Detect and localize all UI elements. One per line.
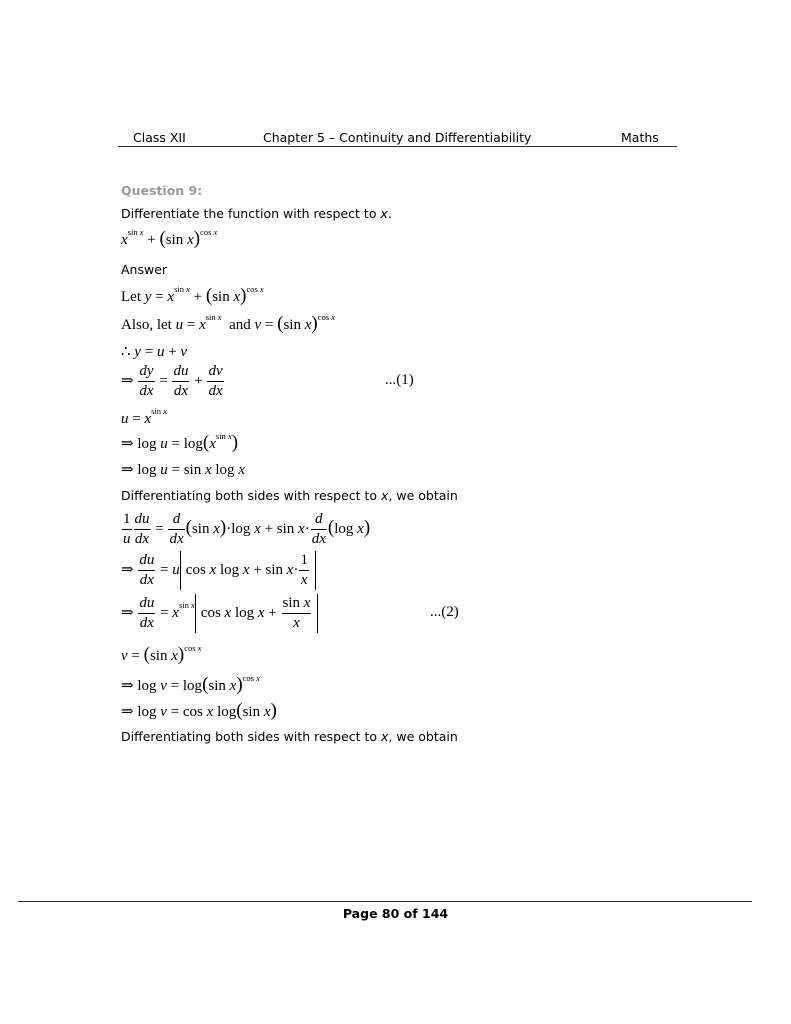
differentiating-text-2: Differentiating both sides with respect to x, we obtain: [121, 729, 458, 744]
question-label: Question 9:: [121, 183, 203, 198]
step-let-u-v: Also, let $u = x^{sin x}$ and v = (sin x)$^{cos x}$: [121, 312, 335, 334]
question-prompt: Differentiate the function with respect to x.: [121, 206, 392, 221]
step-v-def: v = (sin x)$^{cos x}$: [121, 643, 202, 665]
footer-rule: [18, 901, 752, 902]
step-du-dx: ⇒ $\frac{du}{dx}$ = u cos x log x + sin x· $\frac{1}{x}$: [121, 551, 316, 590]
step-y-sum: ∴ y = u + v: [121, 344, 188, 360]
step-dy-dx: ⇒ $\frac{dy}{dx}$ = $\frac{du}{dx}$ + $\frac{dv}{dx}$: [121, 363, 223, 399]
header-class: Class XII: [133, 130, 186, 145]
equation-ref-2: ...(2): [430, 604, 459, 620]
step-let-y: Let $y = x^{sin x} + (\sin$ x)$^{cos x}$: [121, 284, 264, 306]
page-number: Page 80 of 144: [342, 906, 449, 921]
equation-ref-1: ...(1): [385, 372, 414, 388]
step-log-v-expanded: ⇒ log v = cos x log(sin x): [121, 700, 277, 721]
step-log-u: ⇒ $\log u = \log(x^{sin x})$: [121, 431, 239, 453]
answer-label: Answer: [121, 262, 168, 277]
step-u-def: $u = x^{sin x}$: [121, 406, 167, 427]
question-expression: $x^{sin x} + (\sin$ x)$^{cos x}$: [121, 227, 218, 249]
header-chapter: Chapter 5 – Continuity and Differentiability: [263, 130, 532, 145]
step-derivative-u: $\frac{1}{u}$ $\frac{du}{dx}$ = $\frac{d}{dx}$ (sin x)·log x + sin x· $\frac{d}{dx}$ (log x): [123, 511, 371, 547]
step-log-u-expanded: ⇒ log u = sin x log x: [121, 462, 245, 478]
header-rule: [118, 146, 677, 147]
step-du-dx-final: ⇒ $\frac{du}{dx}$ = $x^{sin x}$ cos x log x + $\frac{\text{sin x}}{x}$: [121, 594, 318, 633]
differentiating-text-1: Differentiating both sides with respect to x, we obtain: [121, 488, 458, 503]
header-subject: Maths: [621, 130, 659, 145]
step-log-v: ⇒ log v = log(sin x)$^{cos x}$: [121, 673, 260, 695]
